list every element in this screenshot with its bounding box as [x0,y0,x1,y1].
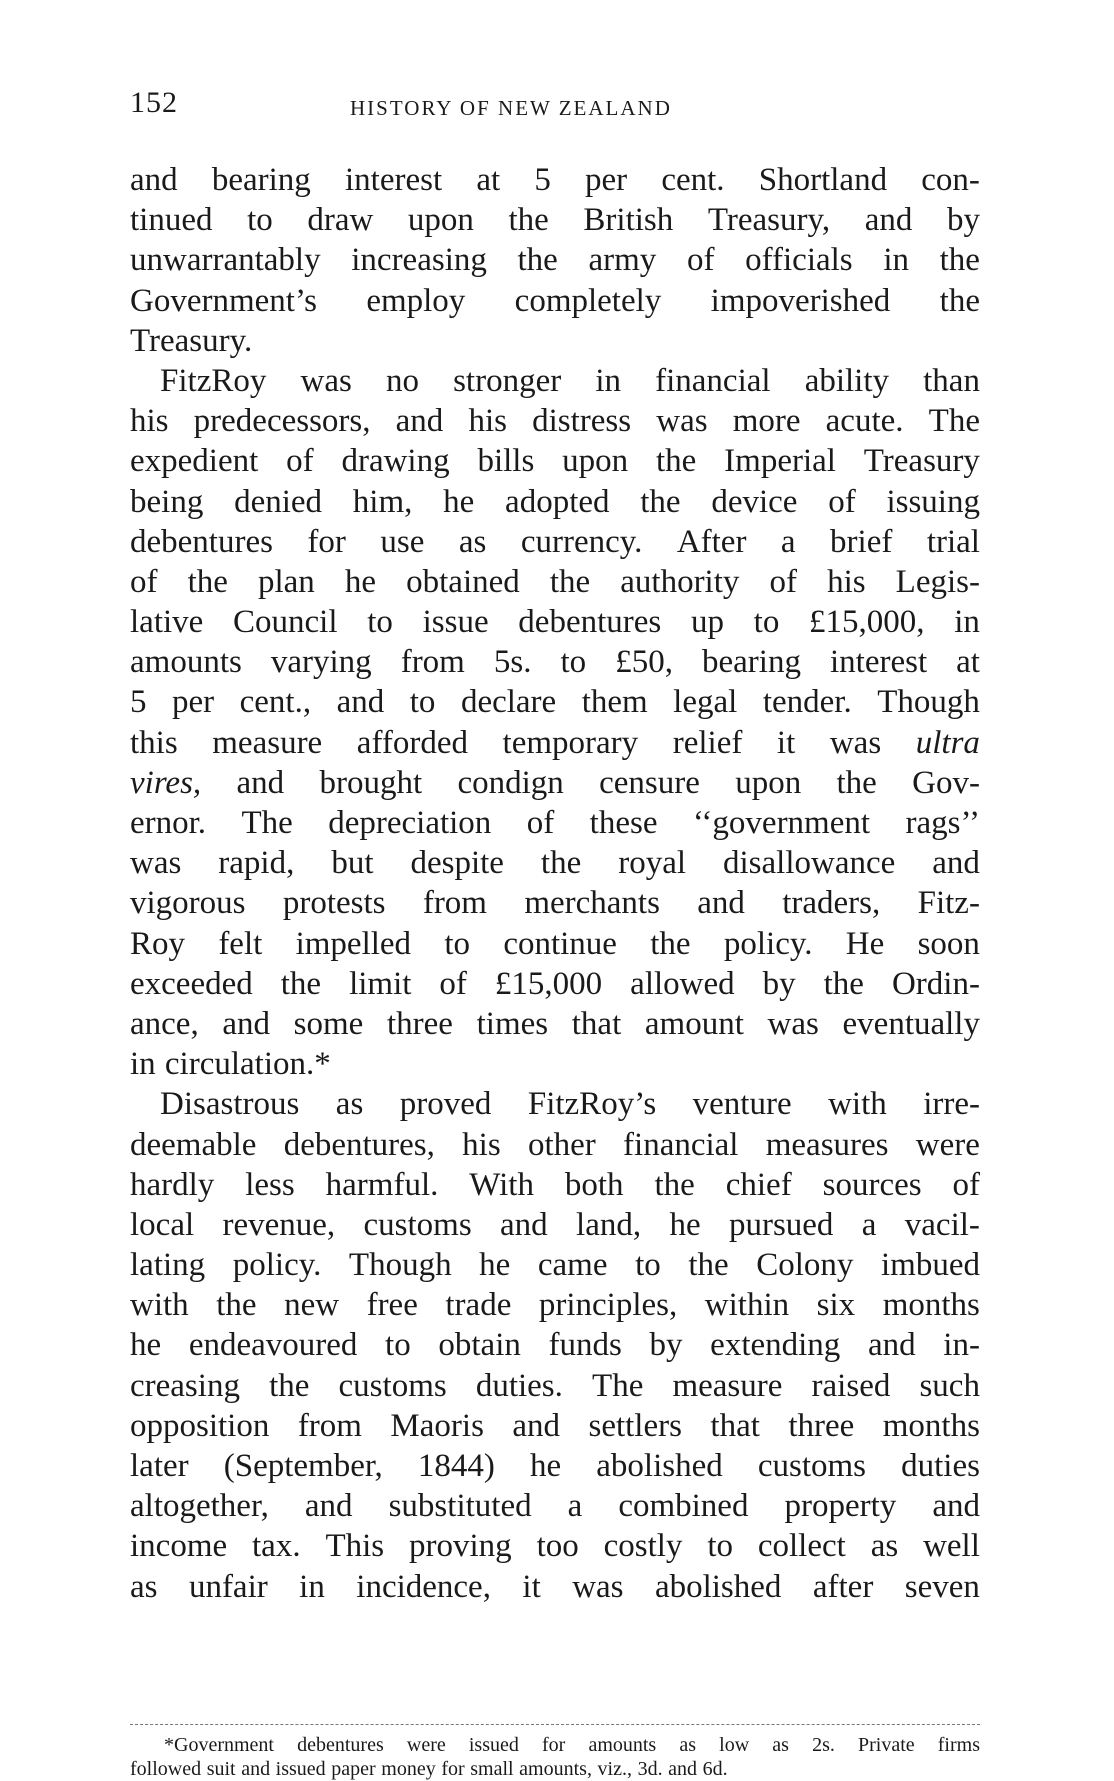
text-line: deemable debentures, his other financial measures were [130,1126,980,1163]
footnote-rule [130,1724,980,1725]
text-line: Disastrous as proved FitzRoy’s venture with irre- [160,1086,980,1123]
text-line: Roy felt impelled to continue the policy. He soon [130,925,980,962]
text-line: ance, and some three times that amount was eventually [130,1005,980,1042]
text-line: exceeded the limit of £15,000 allowed by the Ordin- [130,965,980,1002]
text-line: expedient of drawing bills upon the Imperial Treasury [130,443,980,480]
text-line: as unfair in incidence, it was abolished after seven [130,1568,980,1605]
text-line: with the new free trade principles, within six months [130,1287,980,1324]
text-line: Treasury. [130,322,253,359]
footnote [130,1733,980,1781]
footnote-line: *Government debentures were issued for amounts as low as 2s. Private firms [164,1734,980,1756]
text-line: FitzRoy was no stronger in financial ability than [160,362,980,399]
text-line: this measure afforded temporary relief it was ultra [130,724,980,761]
page-header [130,86,980,126]
text-line: altogether, and substituted a combined property and [130,1488,980,1525]
text-line: income tax. This proving too costly to collect as well [130,1528,980,1565]
text-line: of the plan he obtained the authority of his Legis- [130,563,980,600]
text-line: amounts varying from 5s. to £50, bearing interest at [130,644,980,681]
text-line: he endeavoured to obtain funds by extending and in- [130,1327,980,1364]
text-line: was rapid, but despite the royal disallowance and [130,845,980,882]
text-line: debentures for use as currency. After a brief trial [130,523,980,560]
text-line: later (September, 1844) he abolished customs duties [130,1448,980,1484]
text-line: unwarrantably increasing the army of officials in the [130,242,980,279]
text-line: and bearing interest at 5 per cent. Shortland con- [130,162,980,198]
text-line: vires, and brought condign censure upon the Gov- [130,764,980,801]
text-line: hardly less harmful. With both the chief sources of [130,1166,980,1203]
text-line: local revenue, customs and land, he pursued a vacil- [130,1206,980,1243]
body-text [130,160,980,1607]
running-head: HISTORY OF NEW ZEALAND [350,96,672,120]
text-line: his predecessors, and his distress was more acute. The [130,403,980,440]
text-line: ernor. The depreciation of these ‘‘government rags’’ [130,805,980,841]
text-line: lating policy. Though he came to the Colony imbued [130,1247,980,1284]
text-line: opposition from Maoris and settlers that three months [130,1407,980,1444]
text-line: vigorous protests from merchants and traders, Fitz- [130,885,980,922]
text-line: creasing the customs duties. The measure raised such [130,1367,980,1404]
text-line: being denied him, he adopted the device of issuing [130,483,980,520]
footnote-line: followed suit and issued paper money for small amounts, viz., 3d. and 6d. [130,1758,728,1780]
text-line: 5 per cent., and to declare them legal tender. Though [130,684,980,721]
text-line: in circulation.* [130,1046,331,1083]
page-number: 152 [130,86,178,119]
text-line: lative Council to issue debentures up to £15,000, in [130,604,980,641]
text-line: Government’s employ completely impoverished the [130,282,980,319]
text-line: tinued to draw upon the British Treasury, and by [130,202,980,239]
